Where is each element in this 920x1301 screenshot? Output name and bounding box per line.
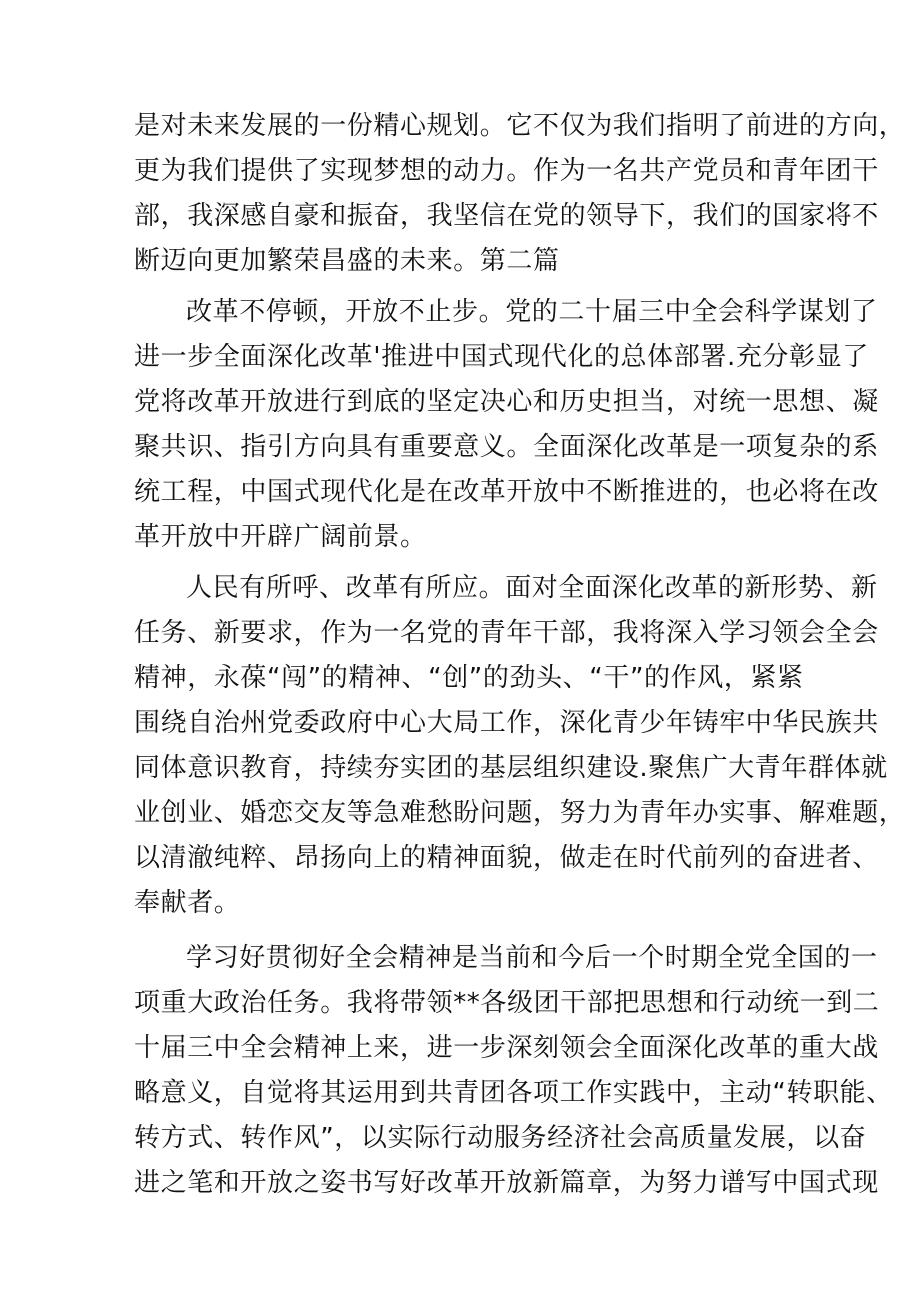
text-line: 以清澈纯粹、昂扬向上的精神面貌，做走在时代前列的奋进者、 (134, 843, 879, 873)
text-line: 更为我们提供了实现梦想的动力。作为一名共产党员和青年团干 (134, 156, 879, 186)
text-line: 革开放中开辟广阔前景。 (134, 522, 427, 552)
text-line: 转方式、转作风”，以实际行动服务经济社会高质量发展，以奋 (134, 1123, 867, 1153)
text-line: 业创业、婚恋交友等急难愁盼问题，努力为青年办实事、解难题， (134, 798, 906, 828)
text-line: 任务、新要求，作为一名党的青年干部，我将深入学习领会全会 (134, 618, 879, 648)
text-line: 断迈向更加繁荣昌盛的未来。第二篇 (134, 246, 560, 276)
text-line: 聚共识、指引方向具有重要意义。全面深化改革是一项复杂的系 (134, 432, 879, 462)
text-line: 精神，永葆“闯”的精神、“创”的劲头、“干”的作风，紧紧 (134, 663, 804, 693)
paragraph-study (134, 936, 893, 1206)
text-line: 略意义，自觉将其运用到共青团各项工作实践中，主动“转职能、 (134, 1078, 893, 1108)
paragraph-continuation (134, 104, 906, 284)
text-line: 学习好贯彻好全会精神是当前和今后一个时期全党全国的一 (186, 943, 878, 973)
paragraph-reform (134, 290, 879, 560)
document-body (134, 104, 906, 1206)
text-line: 是对未来发展的一份精心规划。它不仅为我们指明了前进的方向， (134, 111, 906, 141)
text-line: 进一步全面深化改革'推进中国式现代化的总体部署.充分彰显了 (134, 342, 869, 372)
text-line: 改革不停顿，开放不止步。党的二十届三中全会科学谋划了 (186, 297, 878, 327)
text-line: 人民有所呼、改革有所应。面对全面深化改革的新形势、新 (186, 573, 878, 603)
text-line: 进之笔和开放之姿书写好改革开放新篇章，为努力谱写中国式现 (134, 1168, 879, 1198)
text-line: 党将改革开放进行到底的坚定决心和历史担当，对统一思想、凝 (134, 387, 879, 417)
text-line: 奉献者。 (134, 888, 241, 918)
text-line: 十届三中全会精神上来，进一步深刻领会全面深化改革的重大战 (134, 1033, 879, 1063)
text-line: 同体意识教育，持续夯实团的基层组织建设.聚焦广大青年群体就 (134, 753, 888, 783)
text-line: 项重大政治任务。我将带领**各级团干部把思想和行动统一到二 (134, 988, 880, 1018)
text-line: 统工程，中国式现代化是在改革开放中不断推进的，也必将在改 (134, 477, 879, 507)
text-line: 部，我深感自豪和振奋，我坚信在党的领导下，我们的国家将不 (134, 201, 879, 231)
paragraph-people (134, 566, 906, 926)
text-line: 围绕自治州党委政府中心大局工作，深化青少年铸牢中华民族共 (134, 708, 879, 738)
